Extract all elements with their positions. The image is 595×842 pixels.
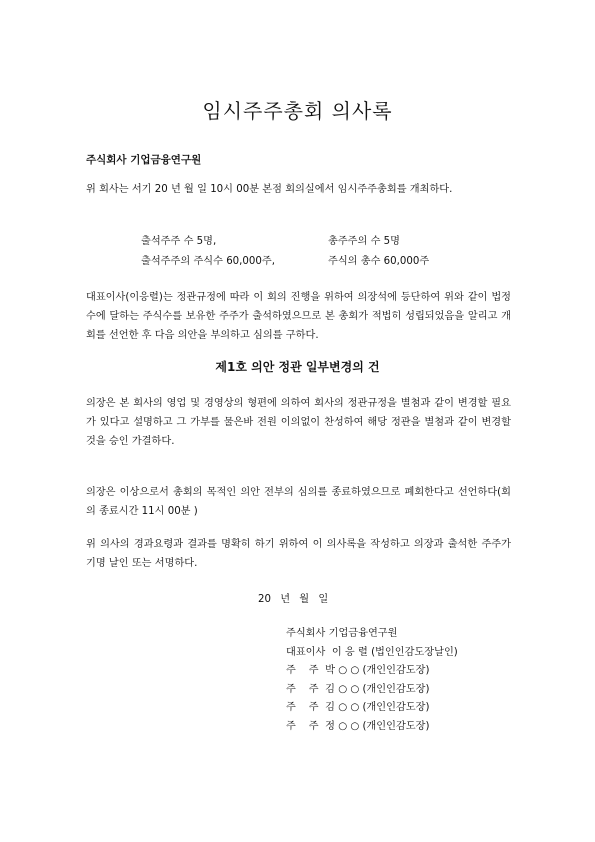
attending-shareholders: 출석주주 수 5명, [141,236,217,247]
signer-shareholder-4: 주 주 정 ○ ○ (개인인감도장) [286,720,430,732]
signer-ceo: 대표이사 이 응 렬 (법인인감도장날인) [286,646,458,658]
total-shares: 주식의 총수 60,000주 [328,256,430,267]
opening-paragraph: 위 회사는 서기 20 년 월 일 10시 00분 본점 회의실에서 임시주주총회를 개최하다. [86,184,453,195]
document-title: 임시주주총회 의사록 [202,99,393,123]
attending-shares: 출석주주의 주식수 60,000주, [141,256,275,267]
signer-company: 주식회사 기업금융연구원 [286,628,398,639]
chair-paragraph: 대표이사(이응렬)는 정관규정에 따라 이 회의 진행을 위하여 의장석에 등단하여 위와 같이 법정수에 달하는 주식수를 보유한 주주가 출석하였으므로 본 총회가 적법히 성립되었음을 알리고 개회를 선언한 후 다음 의안을 부의하고 심의를 구하다. [86,292,511,341]
agenda-title: 제1호 의안 정관 일부변경의 건 [215,360,380,374]
stats-row-1 [141,232,429,252]
total-shareholders: 총주주의 수 5명 [328,236,401,247]
record-statement: 위 의사의 경과요령과 결과를 명확히 하기 위하여 이 의사록을 작성하고 의장과 출석한 주주가 기명 날인 또는 서명하다. [86,539,511,569]
agenda-body: 의장은 본 회사의 영업 및 경영상의 형편에 의하여 회사의 정관규정을 별첨과 같이 변경할 필요가 있다고 설명하고 그 가부를 물은바 전원 이의없이 찬성하여 해당 정관을 별첨과 같이 변경할 것을 승인 가결하다. [86,398,511,447]
attendance-stats [141,232,429,272]
signer-shareholder-2: 주 주 김 ○ ○ (개인인감도장) [286,683,430,695]
signer-shareholder-3: 주 주 김 ○ ○ (개인인감도장) [286,702,430,713]
date-line: 20 년 월 일 [258,594,329,605]
signer-shareholder-1: 주 주 박 ○ ○ (개인인감도장) [286,665,430,676]
stats-row-2 [141,252,429,272]
closing-paragraph: 의장은 이상으로서 총회의 목적인 의안 전부의 심의를 종료하였으므로 폐회한다고 선언하다(회의 종료시간 11시 00분 ) [86,487,511,517]
company-name: 주식회사 기업금융연구원 [86,154,202,166]
signature-block [286,625,458,736]
